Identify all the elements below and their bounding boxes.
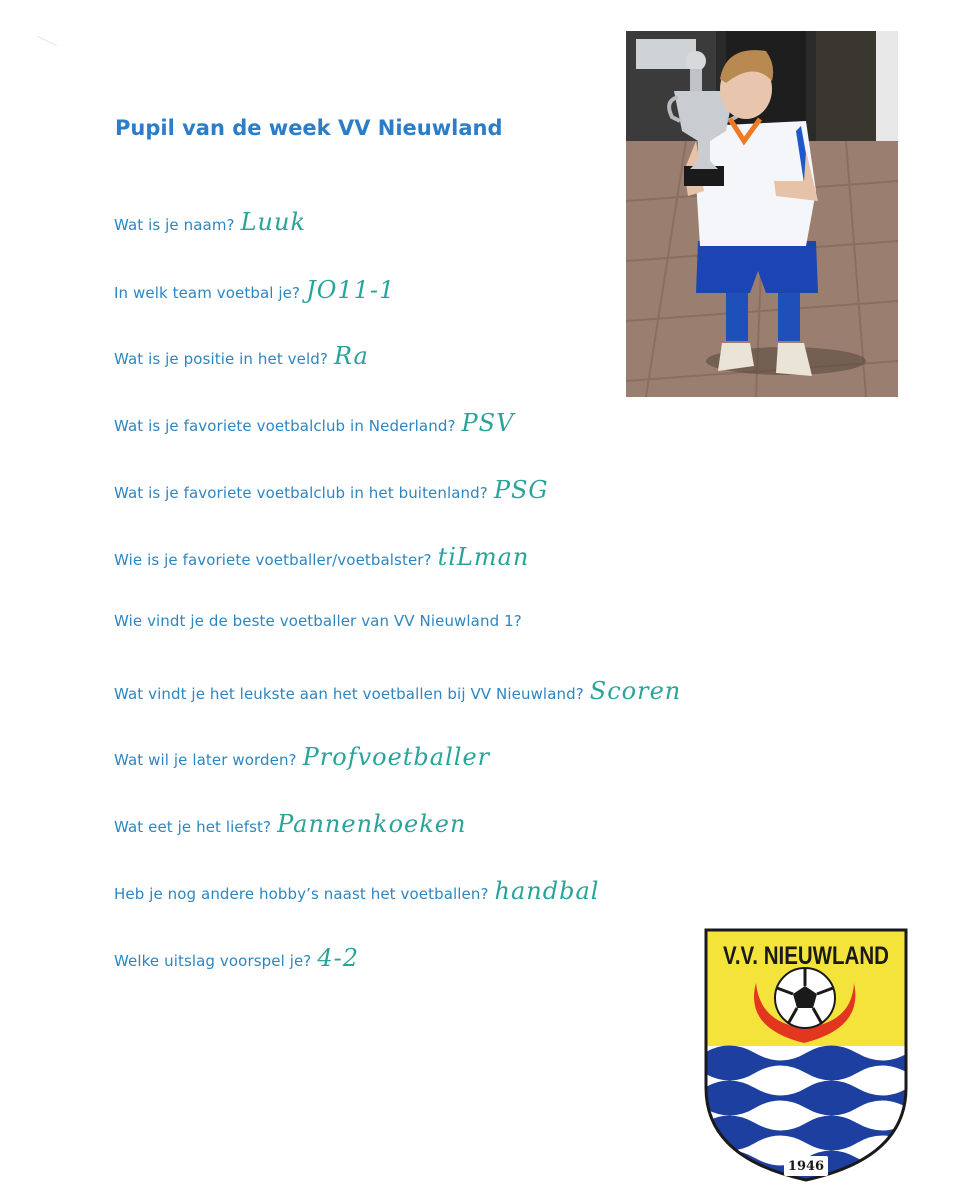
handwritten-answer: Scoren (589, 677, 682, 705)
pupil-photo-illustration (626, 31, 898, 397)
qa-row-position (114, 342, 369, 370)
question-label: Wat is je favoriete voetbalclub in Nederland? (114, 417, 456, 435)
question-label: Wat eet je het liefst? (114, 818, 272, 836)
qa-row-team (114, 276, 395, 304)
qa-row-best-part (114, 677, 681, 705)
qa-row-prediction (114, 944, 359, 972)
page-title: Pupil van de week VV Nieuwland (115, 116, 503, 140)
handwritten-answer: Luuk (240, 208, 306, 236)
question-label: Wat is je positie in het veld? (114, 350, 328, 368)
question-label: Heb je nog andere hobby’s naast het voetballen? (114, 885, 489, 903)
club-founded-year: 1946 (787, 1159, 825, 1174)
question-label: Wat is je naam? (114, 216, 235, 234)
club-name-text: V.V. NIEUWLAND (723, 942, 889, 970)
question-label: Welke uitslag voorspel je? (114, 952, 312, 970)
handwritten-answer: Ra (333, 342, 369, 370)
paper-smudge (33, 36, 57, 53)
qa-row-club-abroad (114, 476, 549, 504)
handwritten-answer: JO11-1 (306, 276, 396, 304)
handwritten-answer: PSG (493, 476, 549, 504)
pupil-photo (626, 31, 898, 397)
qa-row-club-nl (114, 409, 514, 437)
qa-row-name (114, 208, 306, 236)
question-label: Wat vindt je het leukste aan het voetballen bij VV Nieuwland? (114, 685, 584, 703)
qa-row-hobbies (114, 877, 599, 905)
handwritten-answer: handbal (494, 877, 600, 905)
qa-row-future-job (114, 743, 490, 771)
handwritten-answer: PSV (461, 409, 515, 437)
question-label: Wat is je favoriete voetbalclub in het buitenland? (114, 484, 488, 502)
question-label: Wie is je favoriete voetballer/voetbalster? (114, 551, 432, 569)
question-label: In welk team voetbal je? (114, 284, 301, 302)
club-logo (704, 928, 908, 1183)
qa-row-best-player (114, 612, 528, 630)
handwritten-answer: Pannenkoeken (277, 810, 467, 838)
handwritten-answer: 4-2 (317, 944, 360, 972)
question-label: Wie vindt je de beste voetballer van VV Nieuwland 1? (114, 612, 522, 630)
question-label: Wat wil je later worden? (114, 751, 297, 769)
qa-row-favorite-food (114, 810, 466, 838)
handwritten-answer: Profvoetballer (302, 743, 491, 771)
qa-row-favorite-player (114, 543, 529, 571)
handwritten-answer: tiLman (437, 543, 530, 571)
